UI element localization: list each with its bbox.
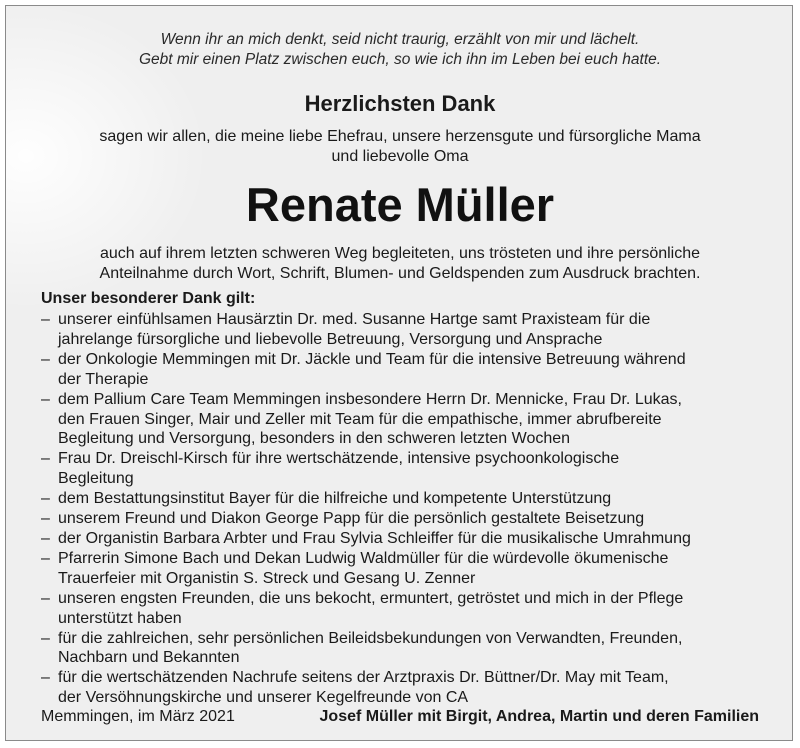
list-item	[41, 529, 781, 549]
list-item-line: Begleitung	[58, 470, 134, 488]
list-item	[41, 449, 781, 489]
list-item	[41, 310, 781, 350]
body-text	[6, 244, 793, 284]
list-item-line: Trauerfeier mit Organistin S. Streck und Gesang U. Zenner	[58, 569, 476, 587]
intro-line: und liebevolle Oma	[331, 148, 469, 165]
list-dash: –	[41, 510, 50, 528]
list-dash: –	[41, 350, 50, 368]
intro-text	[6, 127, 793, 167]
obituary-thanks-notice	[5, 5, 793, 741]
list-dash: –	[41, 490, 50, 508]
memorial-quote	[6, 30, 793, 70]
list-item-line: Frau Dr. Dreischl-Kirsch für ihre wertschätzende, intensive psychoonkologische	[58, 450, 620, 468]
list-dash: –	[41, 549, 50, 567]
list-dash: –	[41, 529, 50, 547]
list-item-line: der Onkologie Memmingen mit Dr. Jäckle und Team für die intensive Betreuung während	[58, 350, 686, 368]
special-thanks-heading: Unser besonderer Dank gilt:	[41, 290, 256, 307]
list-item-line: der Organistin Barbara Arbter und Frau Sylvia Schleiffer für die musikalische Umrahmung	[58, 529, 691, 547]
list-item-line: dem Bestattungsinstitut Bayer für die hilfreiche und kompetente Unterstützung	[58, 490, 612, 508]
list-item-line: unterstützt haben	[58, 609, 182, 627]
list-dash: –	[41, 450, 50, 468]
body-line: auch auf ihrem letzten schweren Weg begleiteten, uns trösteten und ihre persönliche	[99, 245, 701, 262]
list-item-line: den Frauen Singer, Mair und Zeller mit Team für die empathische, immer abrufbereite	[58, 410, 662, 428]
list-item	[41, 668, 781, 708]
list-item-line: der Versöhnungskirche und unserer Kegelfreunde von CA	[58, 689, 469, 707]
list-dash: –	[41, 629, 50, 647]
list-item-line: unseren engsten Freunden, die uns bekocht, ermuntert, getröstet und mich in der Pflege	[58, 589, 684, 607]
thanks-heading: Herzlichsten Dank	[304, 91, 496, 116]
list-dash: –	[41, 390, 50, 408]
list-dash: –	[41, 311, 50, 328]
list-item	[41, 629, 781, 669]
intro-line: sagen wir allen, die meine liebe Ehefrau, unsere herzensgute und fürsorgliche Mama	[99, 128, 701, 145]
list-item	[41, 350, 781, 390]
list-item-line: für die zahlreichen, sehr persönlichen Beileidsbekundungen von Verwandten, Freunden,	[58, 629, 683, 647]
quote-line: Wenn ihr an mich denkt, seid nicht traurig, erzählt von mir und lächelt.	[160, 31, 640, 48]
quote-line: Gebt mir einen Platz zwischen euch, so wie ich ihn im Leben bei euch hatte.	[138, 51, 662, 68]
place-date: Memmingen, im März 2021	[41, 708, 235, 725]
list-item-line: Pfarrerin Simone Bach und Dekan Ludwig Waldmüller für die würdevolle ökumenische	[58, 549, 669, 567]
list-dash: –	[41, 589, 50, 607]
family-signature: Josef Müller mit Birgit, Andrea, Martin und deren Familien	[319, 708, 759, 725]
body-line: Anteilnahme durch Wort, Schrift, Blumen- und Geldspenden zum Ausdruck brachten.	[99, 265, 701, 282]
list-item	[41, 489, 781, 509]
list-item-line: Begleitung und Versorgung, besonders in den schweren letzten Wochen	[58, 430, 571, 448]
list-item-line: der Therapie	[58, 370, 149, 388]
list-item	[41, 589, 781, 629]
thanks-list	[41, 310, 781, 708]
list-item	[41, 509, 781, 529]
list-item	[41, 390, 781, 450]
list-item-line: jahrelange fürsorgliche und liebevolle Betreuung, Versorgung und Ansprache	[58, 330, 603, 348]
list-item	[41, 549, 781, 589]
list-dash: –	[41, 669, 50, 687]
deceased-name: Renate Müller	[245, 178, 555, 231]
list-item-line: unserem Freund und Diakon George Papp für die persönlich gestaltete Beisetzung	[58, 510, 645, 528]
list-item-line: für die wertschätzenden Nachrufe seitens der Arztpraxis Dr. Büttner/Dr. May mit Team,	[58, 669, 669, 687]
list-item-line: Nachbarn und Bekannten	[58, 649, 240, 667]
list-item-line: dem Pallium Care Team Memmingen insbesondere Herrn Dr. Mennicke, Frau Dr. Lukas,	[58, 390, 682, 408]
list-item-line: unserer einfühlsamen Hausärztin Dr. med. Susanne Hartge samt Praxisteam für die	[58, 311, 651, 328]
